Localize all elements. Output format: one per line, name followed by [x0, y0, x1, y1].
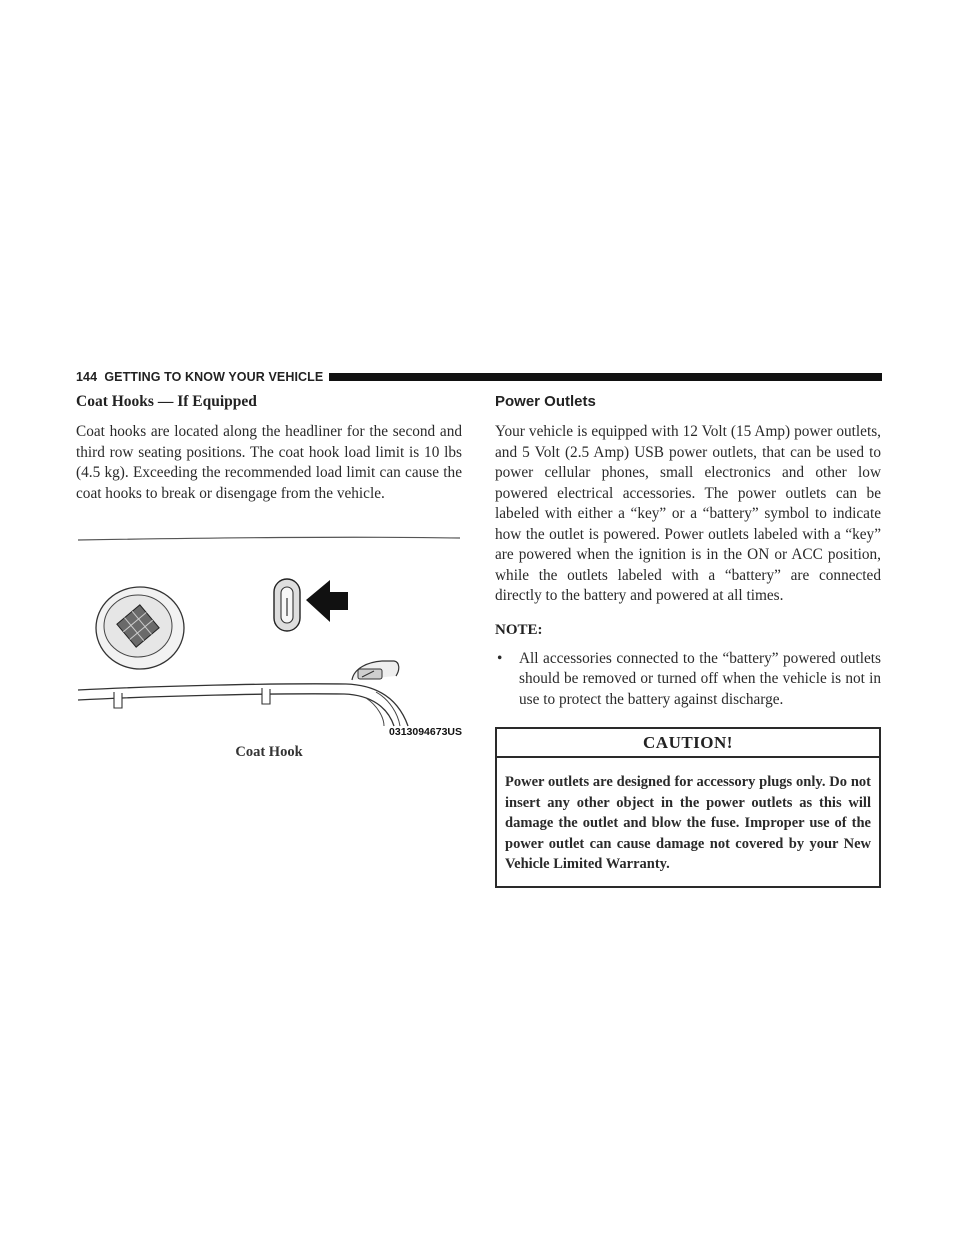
coat-hooks-paragraph: Coat hooks are located along the headliner for the second and third row seating positions. The coat hook load limit is 10 lbs (4.5 kg). Exceeding the recommended load limit can cause the coat hooks to break or disengage from the vehicle.: [76, 423, 462, 502]
power-outlets-heading: Power Outlets: [495, 393, 596, 410]
caution-title: CAUTION!: [497, 729, 879, 758]
coat-hook-figure: [76, 528, 462, 758]
note-label: NOTE:: [495, 621, 543, 638]
power-outlets-paragraph: Your vehicle is equipped with 12 Volt (15 Amp) power outlets, and 5 Volt (2.5 Amp) USB power outlets, that can be used to power cellular phones, small electronics and other low powered electrical accessories. The power outlets can be labeled with either a “key” or a “battery” symbol to indicate how the outlet is powered. Power outlets labeled with a “key” are powered when the ignition is in the ON or ACC position, while the outlets labeled with a “battery” are connected directly to the battery and powered at all times.: [495, 423, 881, 604]
caution-box: [495, 727, 881, 888]
coat-hooks-heading: Coat Hooks — If Equipped: [76, 393, 257, 410]
right-column: [495, 392, 881, 888]
figure-code: 0313094673US: [389, 726, 462, 738]
page-header: [76, 369, 882, 385]
left-column: [76, 392, 462, 758]
bullet-mark: •: [497, 649, 503, 667]
caution-body: Power outlets are designed for accessory plugs only. Do not insert any other object in the power outlets as this will damage the outlet and blow the fuse. Improper use of the power outlet can cause damage not covered by your New Vehicle Limited Warranty.: [505, 774, 871, 872]
section-title: GETTING TO KNOW YOUR VEHICLE: [104, 370, 324, 384]
coat-hook-illustration: [76, 528, 462, 728]
header-rule: [329, 373, 882, 381]
page-header-text: [76, 370, 323, 384]
list-item: [495, 649, 881, 711]
page-number: 144: [76, 370, 98, 384]
figure-caption: Coat Hook: [235, 744, 303, 760]
bullet-text: All accessories connected to the “battery” powered outlets should be removed or turned off when the vehicle is not in use to protect the battery against discharge.: [519, 649, 881, 708]
